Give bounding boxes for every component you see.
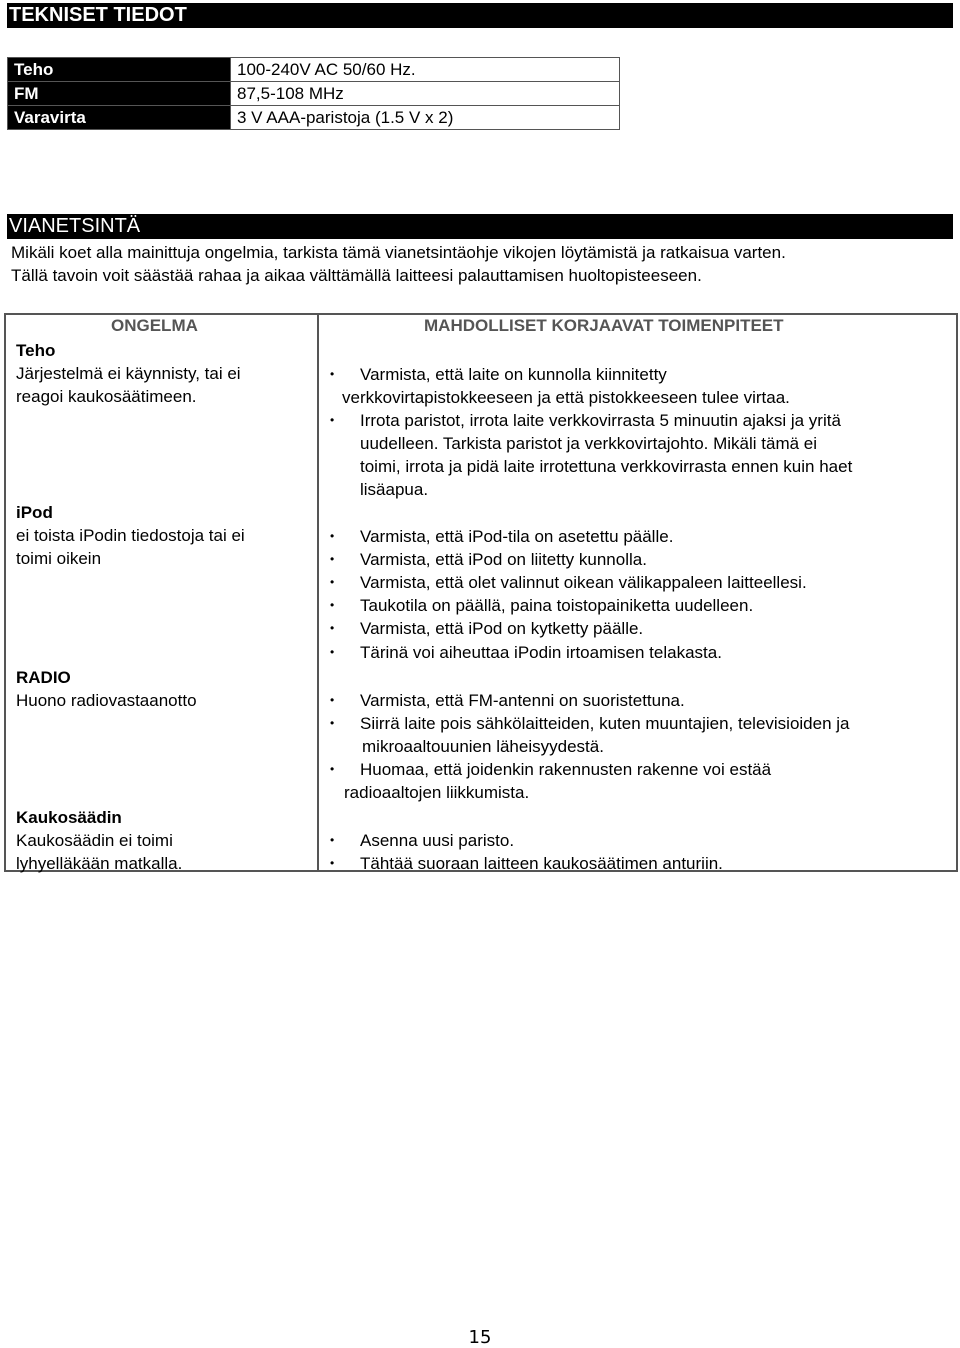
problem-radio [16, 666, 197, 712]
problem-remote [16, 806, 182, 875]
bullet-icon: • [330, 693, 335, 707]
fix-text: toimi, irrota ja pidä laite irrotettuna verkkovirrasta ennen kuin haet [360, 457, 853, 476]
problem-title: Kaukosäädin [16, 808, 122, 827]
fix-text: radioaaltojen liikkumista. [344, 783, 530, 802]
table-row [8, 106, 620, 130]
fix-text: Varmista, että iPod-tila on asetettu päälle. [360, 527, 674, 546]
problem-line: Huono radiovastaanotto [16, 691, 197, 710]
bullet-icon: • [330, 762, 335, 776]
fix-text: Siirrä laite pois sähkölaitteiden, kuten muuntajien, televisioiden ja [360, 714, 850, 733]
bullet-icon: • [330, 413, 335, 427]
problem-line: reagoi kaukosäätimeen. [16, 387, 197, 406]
fix-text: Varmista, että iPod on kytketty päälle. [360, 619, 644, 638]
problem-ipod [16, 501, 245, 570]
problem-title: RADIO [16, 668, 71, 687]
page-number: 15 [468, 1327, 492, 1348]
fix-text: Irrota paristot, irrota laite verkkovirrasta 5 minuutin ajaksi ja yritä [360, 411, 841, 430]
bullet-icon: • [330, 621, 335, 635]
troubleshooting-table [4, 313, 958, 872]
fix-text: Tähtää suoraan laitteen kaukosäätimen anturiin. [360, 854, 723, 873]
fix-text: lisäapua. [360, 480, 429, 499]
spec-label: Teho [8, 58, 231, 82]
bullet-icon: • [330, 716, 335, 730]
section-title-specs: TEKNISET TIEDOT [7, 3, 953, 28]
fix-text: Varmista, että iPod on liitetty kunnolla. [360, 550, 647, 569]
problem-title: Teho [16, 341, 56, 360]
column-header-fixes: MAHDOLLISET KORJAAVAT TOIMENPITEET [424, 316, 784, 335]
problem-line: ei toista iPodin tiedostoja tai ei [16, 526, 245, 545]
bullet-icon: • [330, 833, 335, 847]
bullet-icon: • [330, 598, 335, 612]
spec-value: 3 V AAA-paristoja (1.5 V x 2) [231, 106, 620, 130]
intro-line: Mikäli koet alla mainittuja ongelmia, tarkista tämä vianetsintäohje vikojen löytämistä ja ratkaisua varten. [11, 243, 786, 262]
problem-line: Kaukosäädin ei toimi [16, 831, 173, 850]
fix-text: verkkovirtapistokkeeseen ja että pistokkeeseen tulee virtaa. [342, 388, 790, 407]
fix-text: uudelleen. Tarkista paristot ja verkkovirtajohto. Mikäli tämä ei [360, 434, 818, 453]
bullet-icon: • [330, 575, 335, 589]
section-title-troubleshooting: VIANETSINTÄ [7, 214, 953, 239]
fix-text: Varmista, että laite on kunnolla kiinnitetty [360, 365, 667, 384]
fix-text: Asenna uusi paristo. [360, 831, 515, 850]
bullet-icon: • [330, 856, 335, 870]
fix-text: Varmista, että olet valinnut oikean välikappaleen laitteellesi. [360, 573, 807, 592]
column-header-problem: ONGELMA [111, 316, 198, 335]
fix-text: Tärinä voi aiheuttaa iPodin irtoamisen telakasta. [360, 643, 722, 662]
problem-power [16, 339, 241, 408]
bullet-icon: • [330, 552, 335, 566]
table-row [8, 82, 620, 106]
spec-value: 100-240V AC 50/60 Hz. [231, 58, 620, 82]
spec-label: FM [8, 82, 231, 106]
bullet-icon: • [330, 367, 335, 381]
fix-text: Varmista, että FM-antenni on suoristettuna. [360, 691, 685, 710]
intro-line: Tällä tavoin voit säästää rahaa ja aikaa välttämällä laitteesi palauttamisen huoltopisteeseen. [11, 266, 702, 285]
specs-table [7, 57, 620, 130]
intro-text [11, 241, 786, 287]
fix-text: Huomaa, että joidenkin rakennusten rakenne voi estää [360, 760, 772, 779]
spec-label: Varavirta [8, 106, 231, 130]
fix-text: mikroaaltouunien läheisyydestä. [362, 737, 604, 756]
problem-line: Järjestelmä ei käynnisty, tai ei [16, 364, 241, 383]
fix-text: Taukotila on päällä, paina toistopainiketta uudelleen. [360, 596, 754, 615]
bullet-icon: • [330, 529, 335, 543]
problem-title: iPod [16, 503, 53, 522]
column-divider [317, 315, 319, 870]
problem-line: toimi oikein [16, 549, 102, 568]
spec-value: 87,5-108 MHz [231, 82, 620, 106]
table-row [8, 58, 620, 82]
bullet-icon: • [330, 645, 335, 659]
problem-line: lyhyelläkään matkalla. [16, 854, 183, 873]
